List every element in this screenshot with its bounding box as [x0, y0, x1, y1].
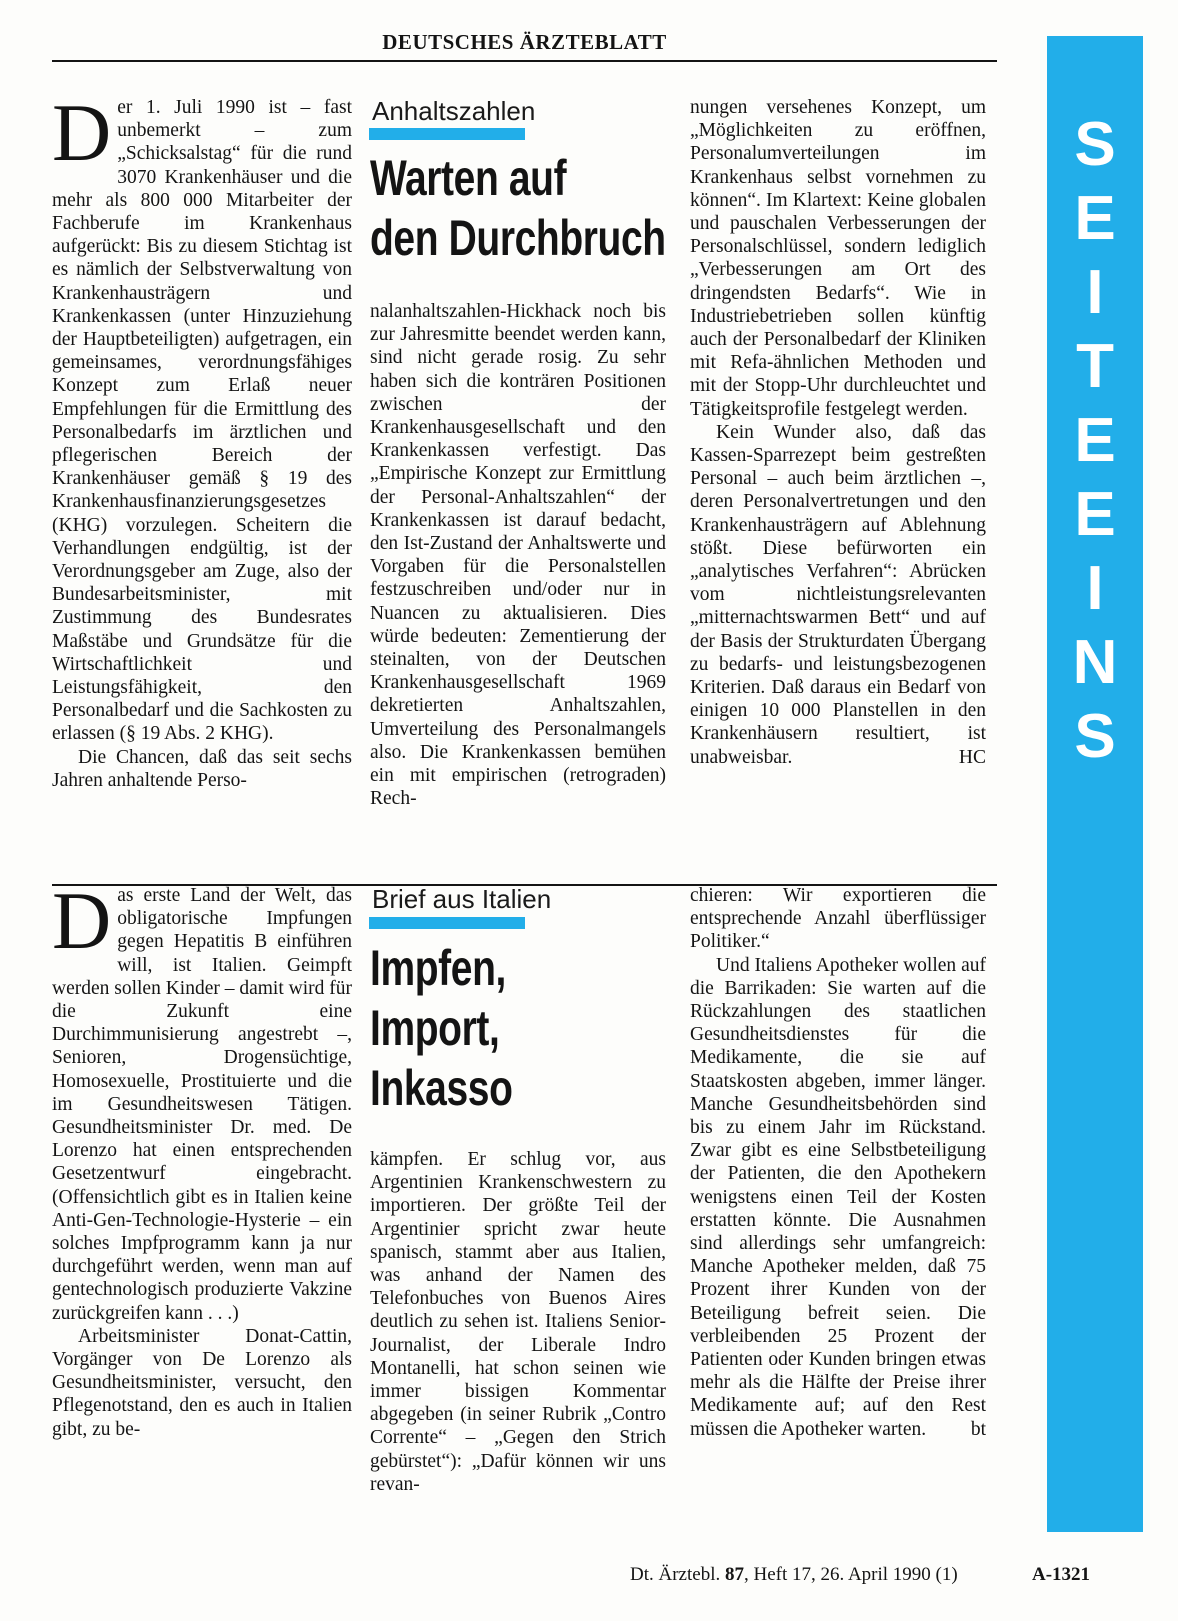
section-tab-letter: S — [1074, 110, 1116, 179]
article1-column-3 — [690, 96, 986, 769]
section-tab-letter: S — [1074, 702, 1116, 771]
footer-citation: Dt. Ärztebl. 87, Heft 17, 26. April 1990 (1) — [630, 1564, 958, 1585]
article2-col1-para-2: Arbeitsminister Donat-Cattin, Vorgänger von De Lorenzo als Gesundheitsminister, versucht, den Pflegenotstand, den es auch in Italien gibt, zu be- — [52, 1325, 352, 1440]
article2-col3-para-2: Und Italiens Apotheker wollen auf die Barrikaden: Sie warten auf die Rückzahlungen des staatlichen Gesundheitsdienstes für die Medikamente, die sie auf Staatskosten abgeben, immer länger. Manche Gesundheitsbehörden sind bis zu einem Jahr im Rückstand. Zwar gibt es eine Selbstbeteiligung der Patienten, die den Apothekern wenigstens einen Teil der Kosten erstatten könnte. Die Ausnahmen sind allerdings sehr umfangreich: Manche Apotheker melden, daß 75 Prozent ihrer Kunden von der Beteiligung befreit seien. Die verbleibenden 25 Prozent der Patienten oder Kunden bringen etwas mehr als die Hälfte der Preise ihrer Medikamente auf; auf den Rest müssen die Apotheker warten. bt — [690, 954, 986, 1440]
article1-kicker-bar — [369, 128, 525, 140]
article1-signature: HC — [958, 746, 986, 768]
section-tab-letter: E — [1074, 184, 1116, 253]
article2-kicker-bar — [369, 917, 525, 929]
article2-column-1 — [52, 875, 353, 1441]
article2-column-2 — [370, 1148, 666, 1496]
page-number: A-1321 — [1032, 1564, 1091, 1585]
article2-headline: Impfen, Import, Inkasso — [370, 940, 513, 1116]
article1-col1-para-2: Die Chancen, daß das seit sechs Jahren anhaltende Perso- — [52, 746, 352, 791]
article2-kicker: Brief aus Italien — [372, 884, 552, 914]
dropcap: D — [52, 875, 112, 966]
section-tab-letter: T — [1076, 332, 1114, 401]
article1-headline: Warten auf den Durchbruch — [370, 150, 666, 266]
masthead-rule — [52, 60, 997, 62]
section-tab-letter: E — [1074, 406, 1116, 475]
article1-col2-para-1: nalanhaltszahlen-Hickhack noch bis zur Jahresmitte beendet werden kann, sind nicht gerade rosig. Zu sehr haben sich die konträren Positionen zwischen der Krankenhausgesellschaft und den Krankenkassen verfestigt. Das „Empirische Konzept zur Ermittlung der Personal-Anhaltszahlen“ der Krankenkassen ist darauf bedacht, den Ist-Zustand der Anhaltswerte und Vorgaben für die Personalstellen festzuschreiben und/oder nur in Nuancen zu aktualisieren. Dies würde bedeuten: Zementierung der steinalten, von der Deutschen Krankenhausgesellschaft 1969 dekretierten Anhaltszahlen, Umverteilung des Personalmangels also. Die Krankenkassen bemühen ein mit empirischen (retrograden) Rech- — [370, 301, 666, 810]
section-tab-label — [1047, 108, 1143, 774]
dropcap: D — [52, 87, 112, 178]
article2-col2-para-1: kämpfen. Er schlug vor, aus Argentinien Krankenschwestern zu importieren. Der größte Teil der Argentinier spricht zwar heute spanisch, stammt aber aus Italien, was anhand der Namen des Telefonbuches von Buenos Aires deutlich zu sehen ist. Italiens Senior-Journalist, der Liberale Indro Montanelli, hat schon seinen wie immer bissigen Kommentar abgegeben (in seiner Rubrik „Contro Corrente“ – „Gegen den Strich gebürstet“): „Dafür können wir uns revan- — [370, 1149, 666, 1495]
article1-column-2 — [370, 300, 666, 810]
masthead: DEUTSCHES ÄRZTEBLATT — [382, 30, 667, 54]
section-tab-letter: I — [1086, 554, 1104, 623]
article1-col3-para-1: nungen versehenes Konzept, um „Möglichkeiten zu eröffnen, Personalumverteilungen im Krankenhaus selbst vornehmen zu können“. Im Klartext: Keine globalen und pauschalen Verbesserungen der Personalschlüssel, sondern lediglich „Verbesserungen am Ort des dringendsten Bedarfs“. Wie in Industriebetrieben sollen künftig auch der Personalbedarf der Kliniken mit Refa-ähnlichen Methoden und mit der Stopp-Uhr durchleuchtet und Tätigkeitsprofile festgelegt werden. — [690, 97, 986, 420]
section-tab-letter: I — [1086, 258, 1104, 327]
article1-kicker: Anhaltszahlen — [372, 96, 536, 126]
section-tab-letter: E — [1074, 480, 1116, 549]
article2-col3-para-1: chieren: Wir exportieren die entsprechende Anzahl überflüssiger Politiker.“ — [690, 885, 986, 953]
article2-col1-para-1: Das erste Land der Welt, das obligatorische Impfungen gegen Hepatitis B einführen will, ist Italien. Geimpft werden sollen Kinder – damit wird für die Zukunft eine Durchimmunisierung angestrebt –, Senioren, Drogensüchtige, Homosexuelle, Prostituierte und die im Gesundheitswesen Tätigen. Gesundheitsminister Dr. med. De Lorenzo hat einen entsprechenden Gesetzentwurf eingebracht. (Offensichtlich gibt es in Italien keine Anti-Gen-Technologie-Hysterie – ein solches Impfprogramm kann ja nur durchgeführt werden, wenn man auf gentechnologisch produzierte Vakzine zurückgreifen kann . . .) — [52, 875, 353, 1324]
article1-col3-para-2: Kein Wunder also, daß das Kassen-Sparrezept beim gestreßten Personal – auch beim ärztlichen –, deren Personalvertretungen und den Krankenhausträgern auf Ablehnung stößt. Diese befürworten ein „analytisches Verfahren“: Abrücken vom nichtleistungsrelevanten „mitternachtswarmen Bett“ und auf der Basis der Strukturdaten Übergang zu bedarfs- und leistungsbezogenen Kriterien. Daß daraus ein Bedarf von einigen 10 000 Planstellen in den Krankenhäusern resultiert, ist unabweisbar. HC — [690, 421, 986, 768]
article2-signature: bt — [970, 1418, 986, 1440]
article1-column-1 — [52, 87, 352, 792]
article1-col1-para-1: Der 1. Juli 1990 ist – fast unbemerkt – zum „Schicksalstag“ für die rund 3070 Krankenhäuser und die mehr als 800 000 Mitarbeiter der Fachberufe im Krankenhaus aufgerückt: Bis zu diesem Stichtag ist es nämlich der Selbstverwaltung von Krankenhausträgern und Krankenkassen (unter Hinzuziehung der Hauptbeteiligten) aufgetragen, ein gemeinsames, verordnungsfähiges Konzept zum Erlaß neuer Empfehlungen für die Ermittlung des Personalbedarfs im ärztlichen und pflegerischen Bereich der Krankenhäuser gemäß § 19 des Krankenhausfinanzierungsgesetzes (KHG) vorzulegen. Scheitern die Verhandlungen endgültig, ist der Verordnungsgeber am Zuge, also der Bundesarbeitsminister, mit Zustimmung des Bundesrates Maßstäbe und Grundsätze für die Wirtschaftlichkeit und Leistungsfähigkeit, den Personalbedarf und die Sachkosten zu erlassen (§ 19 Abs. 2 KHG). — [52, 87, 352, 745]
article2-column-3 — [690, 884, 986, 1441]
section-tab-letter: N — [1072, 628, 1118, 697]
section-tab — [1047, 36, 1143, 1532]
